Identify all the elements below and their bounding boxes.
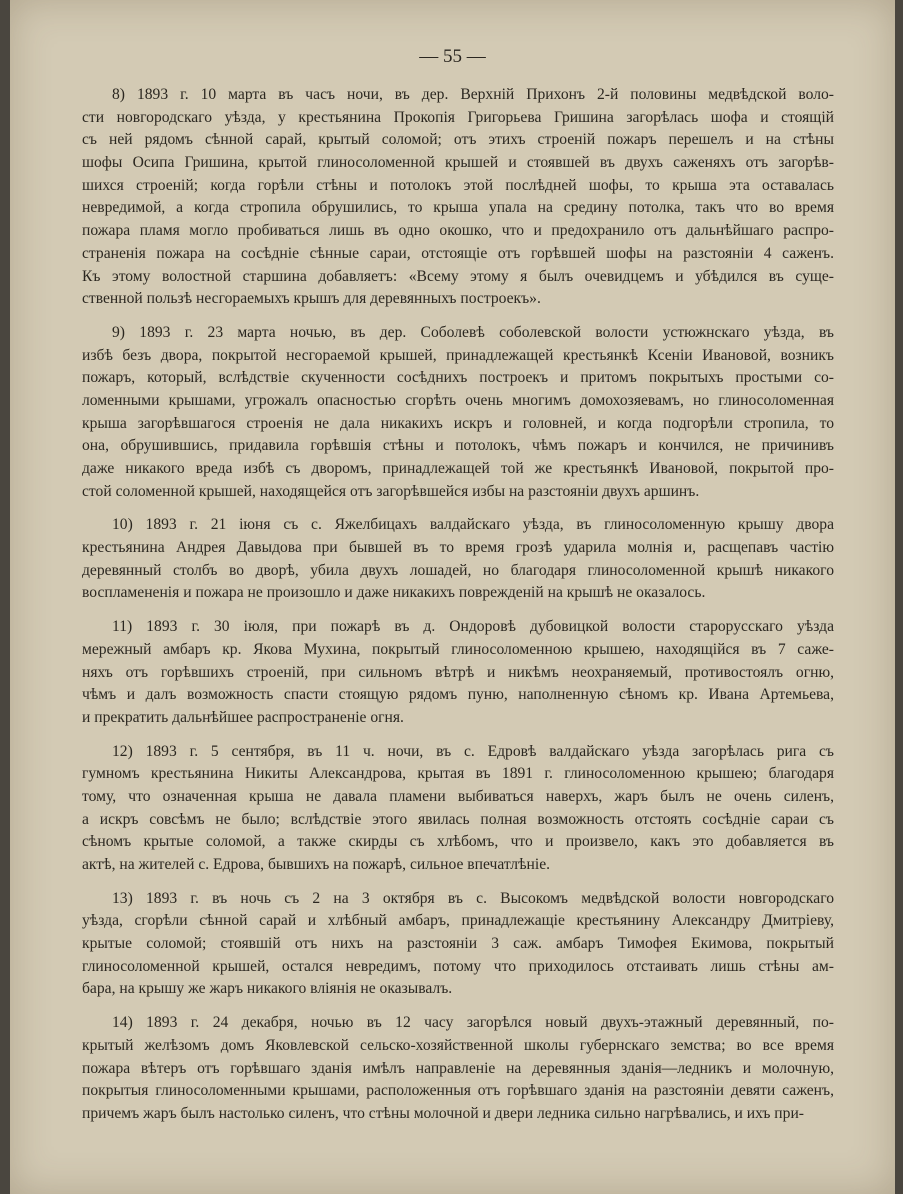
text-line: чѣмъ и далъ возможность спасти стоящую рядомъ пуню, наполненную сѣномъ кр. Ивана Артемьева,	[82, 686, 834, 704]
text-line: она, обрушившись, придавила горѣвшія стѣны и потолокъ, чѣмъ пожаръ и кончился, не причинивъ	[82, 437, 834, 455]
text-line: сти новгородскаго уѣзда, у крестьянина Прокопія Григорьева Гришина загорѣлась шофа и стоящій	[82, 108, 834, 126]
text-line: бара, на крышу же жаръ никакого вліянія не оказывалъ.	[82, 980, 453, 998]
text-line: сѣномъ крытые соломой, а также скирды съ хлѣбомъ, что и произвело, какъ это добавляется въ	[82, 833, 834, 851]
text-line: избѣ безъ двора, покрытой несгораемой крышей, принадлежащей крестьянкѣ Ксеніи Ивановой, возникъ	[82, 346, 834, 364]
text-line: 8) 1893 г. 10 марта въ часъ ночи, въ дер. Верхній Прихонъ 2-й половины медвѣдской воло-	[112, 86, 834, 103]
text-line: 9) 1893 г. 23 марта ночью, въ дер. Соболевѣ соболевской волости устюжнскаго уѣзда, въ	[112, 323, 834, 341]
text-line: мережный амбаръ кр. Якова Мухина, покрытый глиносоломенною крышею, находящійся въ 7 саже-	[82, 640, 834, 658]
text-line: ственной пользѣ несгораемыхъ крышъ для деревянныхъ построекъ».	[82, 290, 541, 308]
paragraph-9	[82, 322, 834, 504]
text-line: ломенными крышами, угрожалъ опасностью сгорѣть очень многимъ домохозяевамъ, но глиносоломенная	[82, 391, 834, 409]
text-line: даже никакого вреда избѣ съ дворомъ, принадлежащей той же крестьянкѣ Ивановой, покрытой про-	[82, 460, 834, 477]
text-line: пожара пламя могло пробиваться лишь въ одно окошко, что и предохранило отъ дальнѣйшаго распро-	[82, 222, 834, 240]
text-line: 10) 1893 г. 21 іюня съ с. Яжелбицахъ валдайскаго уѣзда, въ глиносоломенную крышу двора	[112, 516, 834, 534]
text-line: стой соломенной крышей, находящейся отъ загорѣвшейся избы на разстояніи двухъ аршинъ.	[82, 482, 700, 500]
paragraph-12	[82, 741, 834, 877]
text-line: няхъ отъ горѣвшихъ строеній, при сильномъ вѣтрѣ и никѣмъ неохраняемый, противостоялъ огню,	[82, 663, 834, 681]
text-line: шофы Осипа Гришина, крытой глиносоломенной крышей и стоявшей въ двухъ саженяхъ отъ загорѣв-	[82, 154, 834, 172]
text-line: крытые соломой; стоявшій отъ нихъ на разстояніи 3 саж. амбаръ Тимофея Екимова, покрытый	[82, 935, 834, 953]
document-page	[10, 0, 895, 1194]
text-line: 14) 1893 г. 24 декабря, ночью въ 12 часу загорѣлся новый двухъ-этажный деревянный, по-	[112, 1014, 834, 1032]
text-line: и прекратить дальнѣйшее распространеніе огня.	[82, 708, 404, 726]
text-line: покрытыя глиносоломенными крышами, расположенныя отъ горѣвшаго зданія на разстояніи девяти саженъ,	[82, 1082, 834, 1100]
text-line: 12) 1893 г. 5 сентября, въ 11 ч. ночи, въ с. Едровѣ валдайскаго уѣзда загорѣлась рига съ	[112, 742, 834, 760]
text-line: 13) 1893 г. въ ночь съ 2 на 3 октября въ с. Высокомъ медвѣдской волости новгородскаго	[112, 889, 834, 907]
text-line: тому, что означенная крыша не давала пламени выбиваться наверхъ, жаръ былъ не очень силенъ,	[82, 787, 834, 805]
text-line: 11) 1893 г. 30 іюля, при пожарѣ въ д. Ондоровѣ дубовицкой волости старорусскаго уѣзда	[112, 618, 834, 636]
paragraph-14	[82, 1012, 834, 1125]
text-line: гумномъ крестьянина Никиты Александрова, крытая въ 1891 г. глиносоломенною крышею; благодаря	[82, 765, 834, 783]
text-line: крыша загорѣвшагося строенія не дала никакихъ искръ и головней, и когда подгорѣли стропила, то	[82, 414, 834, 432]
text-line: Къ этому волостной старшина добавляетъ: «Всему этому я былъ очевидцемъ и убѣдился въ суще-	[82, 267, 834, 285]
text-line: деревянный столбъ во дворѣ, убила двухъ лошадей, но благодаря глиносоломенной крышѣ никакого	[82, 561, 834, 579]
page-number: — 55 —	[419, 46, 486, 67]
text-line: страненія пожара на сосѣдніе сѣнные сараи, отстоящіе отъ горѣвшей шофы на разстояніи 4 саженъ.	[82, 244, 834, 262]
text-line: уѣзда, сгорѣли сѣнной сарай и хлѣбный амбаръ, принадлежащіе крестьянину Александру Дмитріеву,	[82, 912, 834, 930]
paragraph-11	[82, 616, 834, 729]
page-body	[82, 84, 834, 1137]
text-line: крестьянина Андрея Давыдова при бывшей въ то время грозѣ ударила молнія и, расщепавъ частію	[82, 539, 834, 557]
paragraph-8	[82, 84, 834, 311]
text-line: съ ней рядомъ сѣнной сарай, крытый соломой; отъ этихъ строеній пожаръ перешелъ и на стѣны	[82, 131, 834, 149]
text-line: причемъ жаръ былъ настолько силенъ, что стѣны молочной и двери ледника сильно нагрѣвались, и ихъ при-	[82, 1104, 804, 1122]
paragraph-10	[82, 514, 834, 605]
text-line: невредимой, а когда стропила обрушились, то крыша упала на средину потолка, такъ что во время	[82, 199, 834, 217]
paragraph-13	[82, 888, 834, 1001]
text-line: актѣ, на жителей с. Едрова, бывшихъ на пожарѣ, сильное впечатлѣніе.	[82, 856, 551, 873]
text-line: а искръ совсѣмъ не было; вслѣдствіе этого явилась полная возможность отстоять сосѣдніе сараи съ	[82, 810, 834, 828]
text-line: шихся строеній; когда горѣли стѣны и потолокъ этой послѣдней шофы, то крыша эта оставалась	[82, 176, 834, 194]
text-line: пожаръ, который, вслѣдствіе скученности сосѣднихъ построекъ и притомъ покрытыхъ простыми со-	[82, 369, 834, 387]
text-line: пожара вѣтеръ отъ горѣвшаго зданія имѣлъ направленіе на деревянныя зданія—ледникъ и молочную,	[82, 1059, 834, 1077]
text-line: воспламененія и пожара не произошло и даже никакихъ поврежденій на крышѣ не оказалось.	[82, 584, 706, 602]
text-line: глиносоломенной крышей, остался невредимъ, потому что приходилось отстаивать лишь стѣны ам-	[82, 957, 834, 975]
text-line: крытый желѣзомъ домъ Яковлевской сельско-хозяйственной школы губернскаго земства; во все время	[82, 1036, 834, 1054]
